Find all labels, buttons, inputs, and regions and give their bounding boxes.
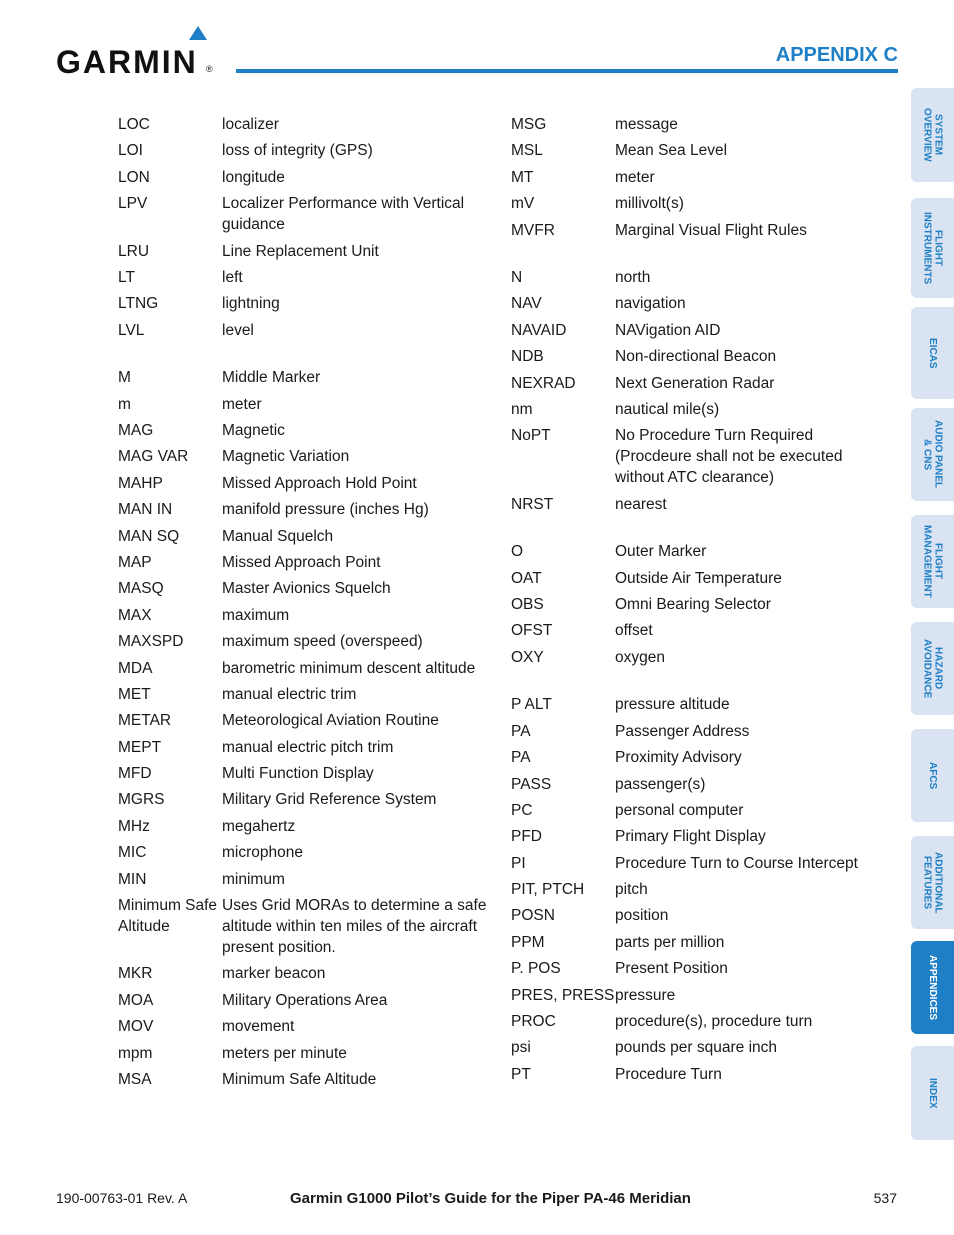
abbreviation-row [118, 193, 488, 235]
abbreviation: LTNG [118, 295, 159, 313]
definition: meter [615, 168, 655, 186]
abbreviation: PROC [511, 1013, 556, 1031]
abbreviation-row [118, 895, 488, 958]
definition: Outside Air Temperature [615, 569, 782, 587]
abbreviation-row [511, 193, 881, 214]
abbreviation: MAG VAR [118, 448, 189, 466]
abbreviation: LPV [118, 195, 148, 213]
abbreviation: MSG [511, 116, 547, 133]
definition: Localizer Performance with Vertical guidance [222, 195, 465, 234]
abbreviation: O [511, 543, 524, 561]
abbreviation: MAXSPD [118, 633, 184, 651]
definition: Outer Marker [615, 543, 707, 561]
definition: navigation [615, 295, 686, 313]
abbreviation: METAR [118, 712, 172, 730]
definition: Passenger Address [615, 722, 750, 740]
abbreviation: PFD [511, 828, 542, 846]
abbreviation: LT [118, 268, 135, 286]
abbreviation-row [118, 394, 488, 415]
definition: Military Grid Reference System [222, 791, 437, 809]
abbreviation-row [511, 958, 881, 979]
abbreviation: POSN [511, 907, 555, 925]
definition: manual electric trim [222, 685, 357, 703]
registered-mark: ® [206, 64, 213, 74]
abbreviation: NRST [511, 495, 554, 513]
tab-eicas[interactable] [911, 307, 954, 399]
abbreviation-row [511, 826, 881, 847]
tab-label: AFCS [927, 761, 938, 790]
abbreviation-row [118, 816, 488, 837]
abbreviation: OXY [511, 648, 544, 666]
abbreviation-row [118, 710, 488, 731]
definition: north [615, 269, 651, 287]
abbreviation: LRU [118, 242, 150, 260]
abbreviation: PA [511, 749, 531, 767]
abbreviation: PC [511, 801, 533, 819]
definition: left [222, 268, 243, 286]
definition: pitch [615, 881, 648, 899]
abbreviation-row [511, 114, 881, 135]
abbreviation: MAP [118, 553, 152, 571]
abbreviation: OFST [511, 622, 553, 640]
definition: Uses Grid MORAs to determine a safe altitude within ten miles of the aircraft present position. [222, 897, 487, 957]
definition: pressure [615, 986, 676, 1004]
definition: pounds per square inch [615, 1039, 778, 1057]
definition: lightning [222, 295, 280, 313]
abbreviation: MIC [118, 844, 147, 862]
abbreviation-row [118, 842, 488, 863]
abbreviation: MAN IN [118, 501, 173, 519]
page-number: 537 [873, 1190, 897, 1206]
abbreviation: OBS [511, 596, 544, 614]
abbreviation-row [118, 869, 488, 890]
abbreviation-row [511, 425, 881, 488]
abbreviation: MASQ [118, 580, 164, 598]
abbreviation-row [118, 167, 488, 188]
abbreviation: MET [118, 685, 151, 703]
abbreviation-row [511, 594, 881, 615]
abbreviation: MT [511, 168, 534, 186]
abbreviation-row [118, 605, 488, 626]
definition: manifold pressure (inches Hg) [222, 501, 429, 519]
abbreviation-row [118, 1043, 488, 1064]
definition: Proximity Advisory [615, 749, 742, 767]
abbreviation-row [118, 963, 488, 984]
abbreviation: P. POS [511, 960, 561, 978]
abbreviation-row [118, 293, 488, 314]
appendix-title: APPENDIX C [775, 44, 898, 66]
tab-additional-features[interactable] [911, 836, 954, 929]
definition: Omni Bearing Selector [615, 596, 771, 614]
definition: minimum [222, 870, 285, 888]
abbreviation: NEXRAD [511, 374, 576, 392]
abbreviation: NoPT [511, 427, 551, 445]
tab-label: ADDITIONAL FEATURES [921, 851, 944, 914]
definition: Non-directional Beacon [615, 348, 777, 366]
abbreviation: PASS [511, 775, 552, 793]
abbreviation: MIN [118, 870, 147, 888]
abbreviation-row [511, 373, 881, 394]
abbreviation-row [118, 241, 488, 262]
definition: loss of integrity (GPS) [222, 142, 373, 160]
abbreviation: LOI [118, 142, 143, 160]
abbreviation: MEPT [118, 738, 162, 756]
abbreviation-row [118, 684, 488, 705]
definition: localizer [222, 116, 279, 133]
abbreviation-row [511, 879, 881, 900]
abbreviation: MSA [118, 1071, 152, 1088]
definition: manual electric pitch trim [222, 738, 394, 756]
tab-label: INDEX [927, 1077, 938, 1109]
abbreviation-row [118, 631, 488, 652]
abbreviation-row [511, 620, 881, 641]
abbreviation-row [118, 789, 488, 810]
abbreviation-row [511, 346, 881, 367]
definition: level [222, 321, 254, 339]
abbreviation: PPM [511, 933, 545, 951]
definition: Procedure Turn [615, 1065, 722, 1083]
definition: nearest [615, 495, 667, 513]
definition: offset [615, 622, 653, 640]
abbreviation-row [118, 114, 488, 135]
abbreviation-row [511, 932, 881, 953]
abbreviation-row [511, 1037, 881, 1058]
definition: Master Avionics Squelch [222, 580, 391, 598]
abbreviation: MAX [118, 606, 152, 624]
abbreviation-row [118, 267, 488, 288]
abbreviation: NDB [511, 348, 544, 366]
abbreviation-row [511, 853, 881, 874]
doc-number: 190-00763-01 Rev. A [56, 1190, 188, 1206]
abbreviation-row [118, 320, 488, 341]
definition: personal computer [615, 801, 744, 819]
tab-label: FLIGHT MANAGEMENT [921, 525, 944, 598]
logo-triangle-icon [189, 26, 207, 40]
abbreviation-row [118, 499, 488, 520]
definition: nautical mile(s) [615, 401, 720, 419]
logo-text: GARMIN [56, 44, 198, 80]
abbreviation-row [118, 578, 488, 599]
definition: Missed Approach Point [222, 553, 381, 571]
definition: maximum speed (overspeed) [222, 633, 423, 651]
definition: Multi Function Display [222, 765, 374, 783]
abbreviation-row [118, 446, 488, 467]
definition: meter [222, 395, 262, 413]
abbreviation: MAN SQ [118, 527, 180, 545]
abbreviation-row [511, 721, 881, 742]
abbreviation: MOA [118, 991, 154, 1009]
abbreviation-row [118, 658, 488, 679]
abbreviation-row [118, 473, 488, 494]
tab-afcs[interactable] [911, 729, 954, 822]
definition: Marginal Visual Flight Rules [615, 221, 807, 239]
abbreviation: M [118, 369, 131, 387]
definition: oxygen [615, 648, 665, 666]
tab-hazard-avoidance[interactable] [911, 622, 954, 715]
definition: message [615, 116, 678, 133]
definition: Present Position [615, 960, 728, 978]
definition: Military Operations Area [222, 991, 388, 1009]
definition: Primary Flight Display [615, 828, 766, 846]
abbreviation-row [511, 905, 881, 926]
abbreviation-row [511, 494, 881, 515]
abbreviation: psi [511, 1039, 531, 1057]
abbreviation-row [118, 552, 488, 573]
definition: microphone [222, 844, 303, 862]
abbreviation-row [511, 1064, 881, 1085]
definition: Meteorological Aviation Routine [222, 712, 439, 730]
abbreviation: P ALT [511, 696, 552, 714]
abbreviation: LVL [118, 321, 145, 339]
abbreviation-row [511, 985, 881, 1006]
abbreviation: mpm [118, 1044, 153, 1062]
abbreviation-row [511, 293, 881, 314]
definition: Line Replacement Unit [222, 242, 379, 260]
abbreviation: MAG [118, 422, 154, 440]
abbreviation: MDA [118, 659, 153, 677]
abbreviation-row [511, 568, 881, 589]
definition: Next Generation Radar [615, 374, 775, 392]
definition: movement [222, 1018, 295, 1036]
abbreviation: PT [511, 1065, 531, 1083]
abbreviation-row [511, 541, 881, 562]
abbreviation-row [118, 990, 488, 1011]
abbreviation-row [118, 367, 488, 388]
abbreviation-row [511, 140, 881, 161]
abbreviation: N [511, 269, 523, 287]
abbreviation-row [511, 220, 881, 241]
abbreviation: MAHP [118, 474, 163, 492]
definition: pressure altitude [615, 696, 730, 714]
abbreviation: LON [118, 168, 150, 186]
tab-system-overview[interactable] [911, 88, 954, 182]
abbreviation: PRES, PRESS [511, 986, 615, 1004]
abbreviation-row [118, 140, 488, 161]
abbreviation-row [511, 1011, 881, 1032]
definition: longitude [222, 168, 285, 186]
abbreviation-row [511, 267, 881, 288]
abbreviations-right-column [511, 114, 881, 1090]
abbreviation: NAV [511, 295, 542, 313]
abbreviation: MHz [118, 817, 150, 835]
abbreviation: LOC [118, 116, 150, 133]
abbreviation-row [511, 694, 881, 715]
definition: millivolt(s) [615, 195, 684, 213]
abbreviation: PIT, PTCH [511, 881, 585, 899]
abbreviation: PI [511, 854, 526, 872]
definition: marker beacon [222, 965, 326, 983]
abbreviation-row [511, 399, 881, 420]
definition: barometric minimum descent altitude [222, 659, 476, 677]
definition: Missed Approach Hold Point [222, 474, 417, 492]
definition: procedure(s), procedure turn [615, 1013, 813, 1031]
abbreviation-row [511, 647, 881, 668]
abbreviation: MGRS [118, 791, 165, 809]
tab-audio-panel-cns[interactable] [911, 408, 954, 501]
abbreviation-row [118, 420, 488, 441]
tab-label: EICAS [927, 337, 938, 369]
abbreviations-left-column [118, 114, 488, 1095]
tab-label: SYSTEM OVERVIEW [921, 108, 944, 162]
abbreviation-row [118, 1069, 488, 1090]
abbreviation-row [511, 320, 881, 341]
definition: Manual Squelch [222, 527, 334, 545]
abbreviation: MFD [118, 765, 152, 783]
abbreviation-row [511, 747, 881, 768]
definition: maximum [222, 606, 290, 624]
definition: passenger(s) [615, 775, 706, 793]
definition: Mean Sea Level [615, 142, 728, 160]
definition: Procedure Turn to Course Intercept [615, 854, 858, 872]
tab-label: HAZARD AVOIDANCE [921, 638, 944, 699]
abbreviation: m [118, 395, 131, 413]
abbreviation: mV [511, 195, 535, 213]
definition: megahertz [222, 817, 296, 835]
tab-label: APPENDICES [927, 954, 938, 1020]
abbreviation-row [118, 763, 488, 784]
definition: Minimum Safe Altitude [222, 1071, 377, 1088]
abbreviation: MVFR [511, 221, 555, 239]
definition: position [615, 907, 669, 925]
definition: parts per million [615, 933, 725, 951]
definition: Magnetic Variation [222, 448, 350, 466]
abbreviation: MOV [118, 1018, 154, 1036]
definition: Magnetic [222, 422, 285, 440]
abbreviation: NAVAID [511, 321, 567, 339]
definition: Middle Marker [222, 369, 321, 387]
tab-label: AUDIO PANEL & CNS [921, 420, 944, 489]
tab-flight-management[interactable] [911, 515, 954, 608]
definition: No Procedure Turn Required (Procdeure shall not be executed without ATC clearance) [615, 427, 843, 487]
abbreviation: MSL [511, 142, 543, 160]
abbreviation-row [511, 800, 881, 821]
abbreviation-row [511, 167, 881, 188]
tab-label: FLIGHT INSTRUMENTS [921, 211, 944, 285]
abbreviation: nm [511, 401, 533, 419]
abbreviation: Minimum Safe Altitude [118, 897, 218, 936]
abbreviation-row [118, 526, 488, 547]
definition: meters per minute [222, 1044, 347, 1062]
abbreviation: MKR [118, 965, 153, 983]
tab-appendices[interactable] [911, 941, 954, 1034]
abbreviation: OAT [511, 569, 542, 587]
header-rule [236, 69, 898, 73]
abbreviation-row [511, 774, 881, 795]
tab-flight-instruments[interactable] [911, 198, 954, 298]
abbreviation-row [118, 1016, 488, 1037]
definition: NAVigation AID [615, 321, 721, 339]
tab-index[interactable] [911, 1046, 954, 1140]
abbreviation: PA [511, 722, 531, 740]
guide-title: Garmin G1000 Pilot’s Guide for the Piper PA-46 Meridian [290, 1190, 691, 1207]
abbreviation-row [118, 737, 488, 758]
garmin-logo [56, 26, 218, 80]
